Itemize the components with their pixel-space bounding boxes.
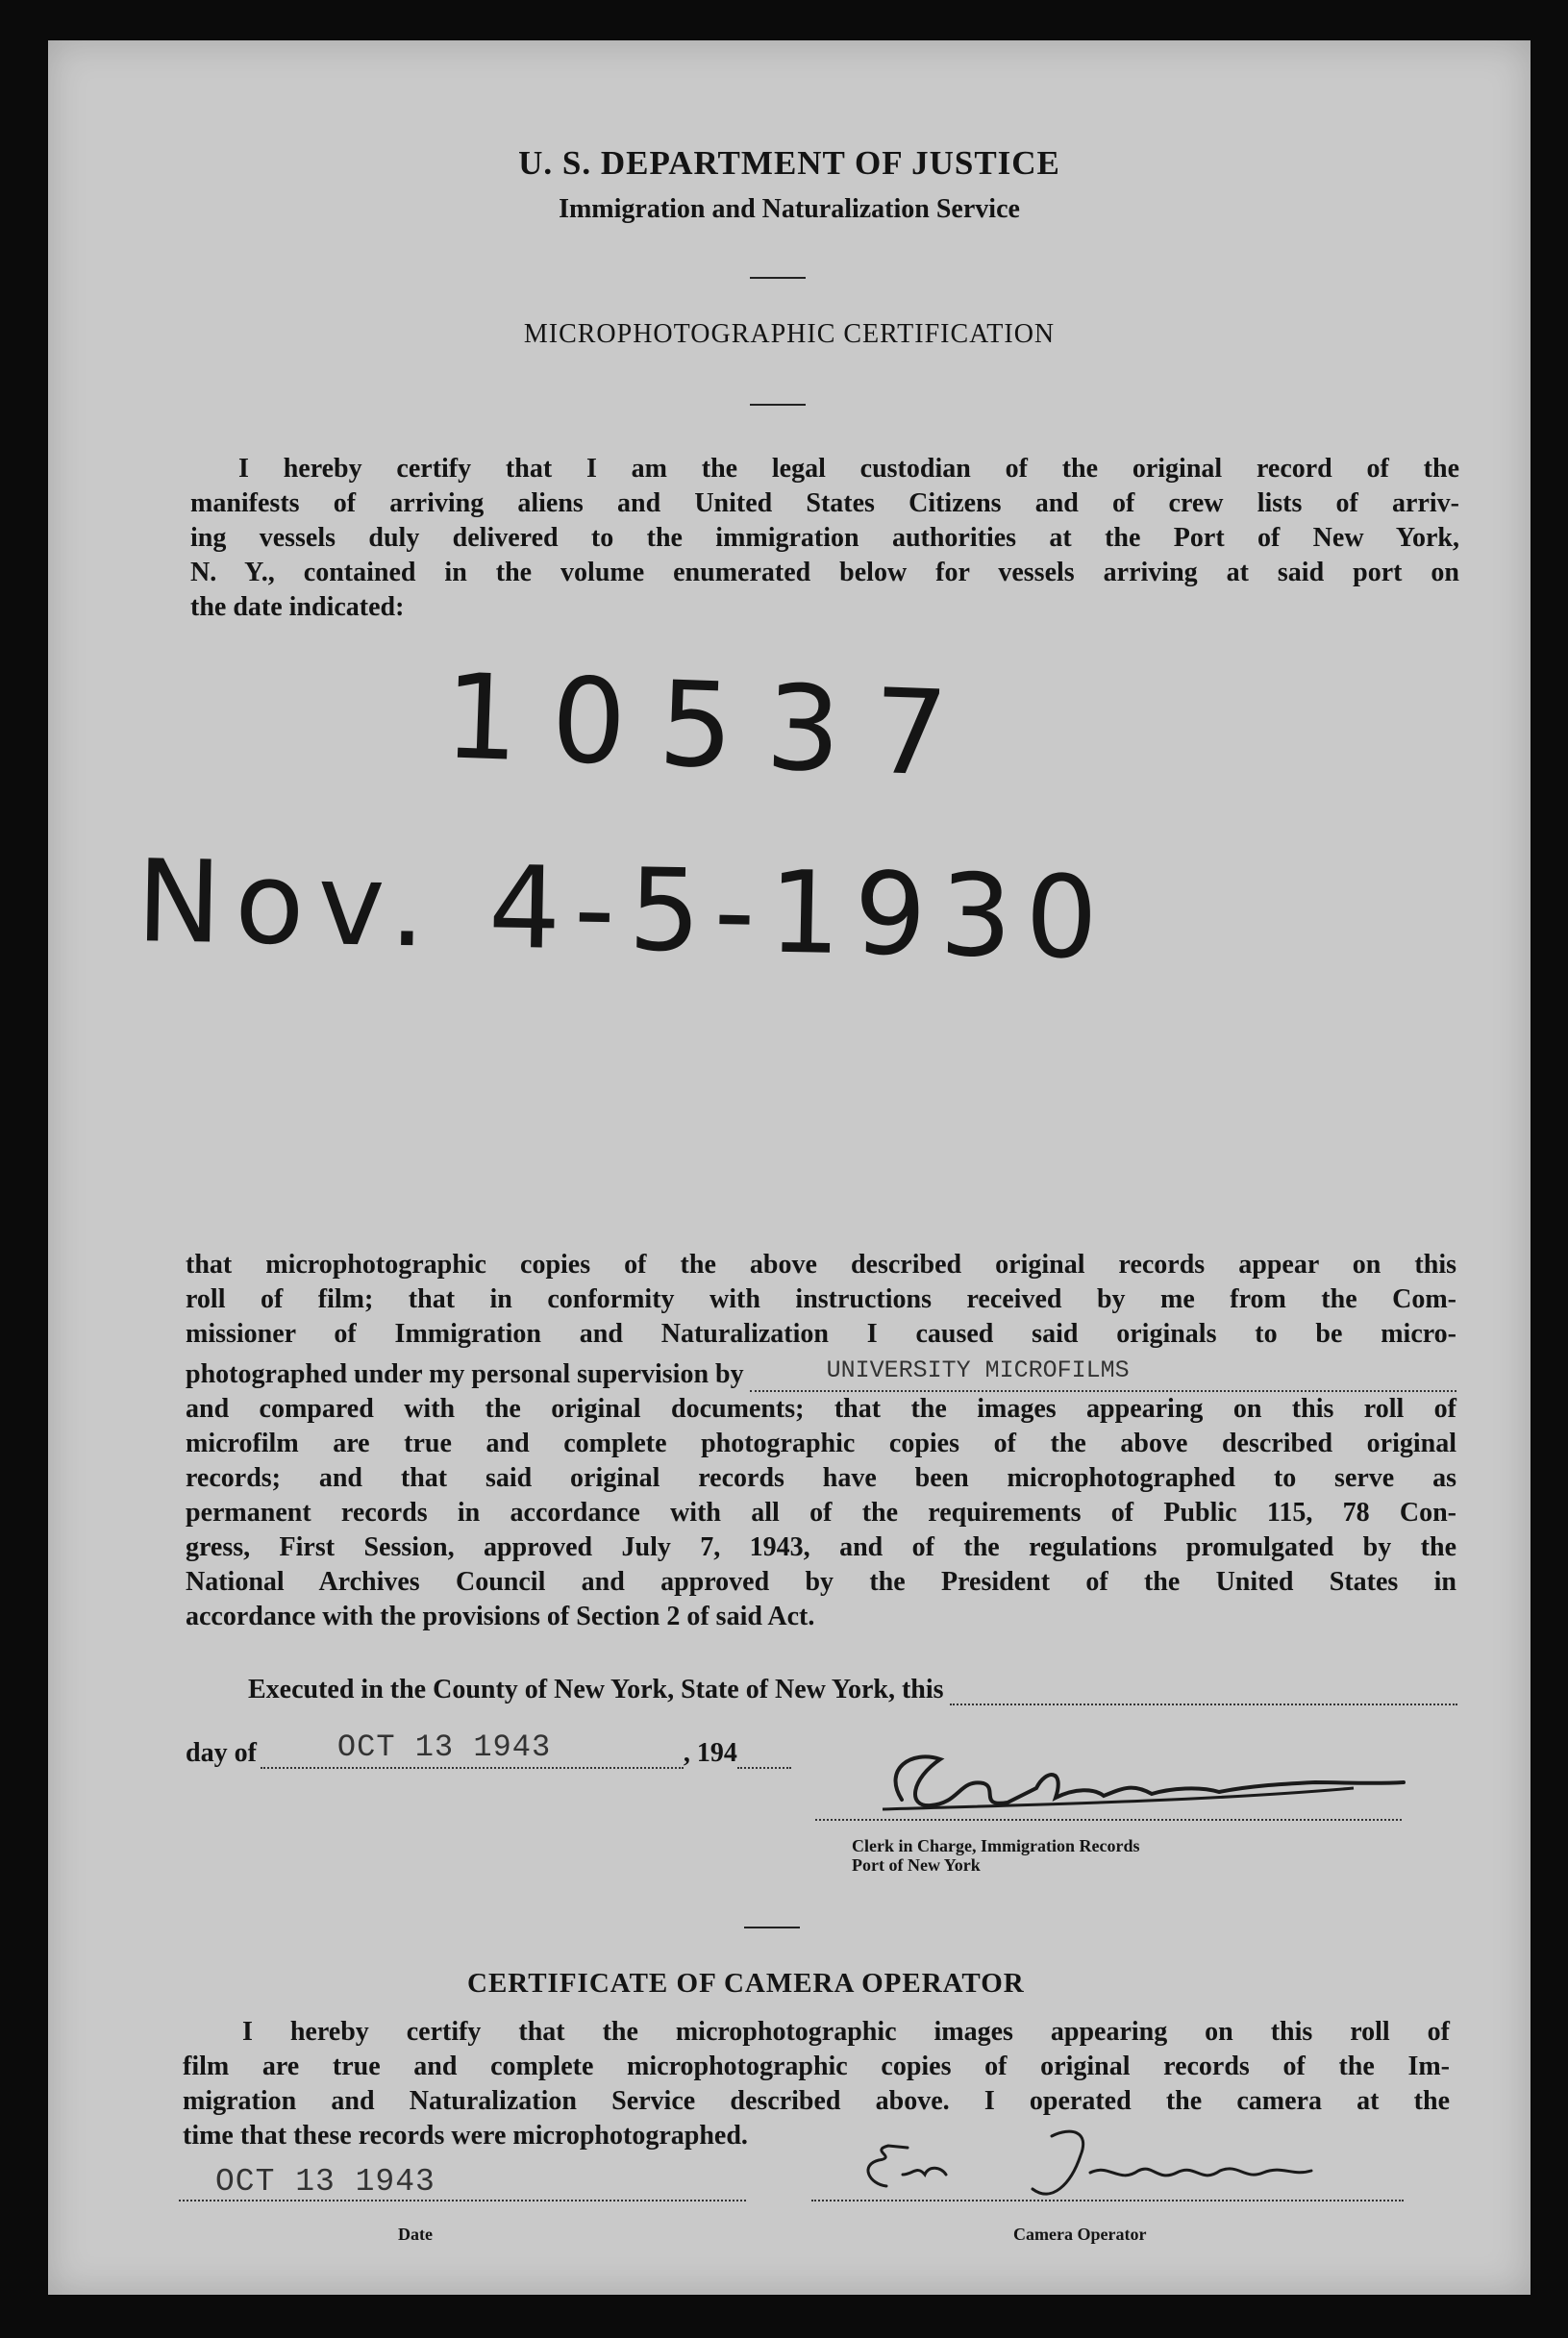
divider [750,404,806,406]
executed-line [248,1675,1457,1705]
text-line: ing vessels duly delivered to the immigration authorities at the Port of New York, [190,523,1459,553]
text-line: the date indicated: [190,592,405,622]
operator-signature [811,2117,1456,2203]
clerk-signature [815,1730,1450,1825]
text-line: records; and that said original records have been microphotographed to serve as [186,1463,1456,1493]
text-line: accordance with the provisions of Section 2 of said Act. [186,1602,815,1631]
text-line: gress, First Session, approved July 7, 1943, and of the regulations promulgated by the [186,1532,1456,1562]
divider [744,1927,800,1928]
clerk-office: Port of New York [852,1855,981,1875]
service-subheading: Immigration and Naturalization Service [559,194,1020,224]
handwritten-volume-number: 10537 [441,648,983,804]
date-field [261,1729,684,1769]
body-paragraph [186,1248,1456,1634]
signature-stroke [896,1756,1404,1805]
text-line: National Archives Council and approved by the President of the United States in [186,1567,1456,1597]
divider [750,277,806,279]
day-of-label: day of [186,1738,257,1768]
department-heading: U. S. DEPARTMENT OF JUSTICE [518,144,1060,182]
text-line: N. Y., contained in the volume enumerated below for vessels arriving at said port on [190,558,1459,587]
microfilm-company-stamp: UNIVERSITY MICROFILMS [826,1356,1130,1384]
text-line: film are true and complete microphotographic copies of original records of the Im- [183,2052,1450,2081]
executed-text: Executed in the County of New York, State of New York, this [248,1675,944,1704]
operator-date-field [179,2163,746,2201]
executed-date-stamp: OCT 13 1943 [336,1729,552,1765]
day-field [950,1682,1457,1705]
text-line: photographed under my personal supervision by [186,1359,744,1389]
signature-stroke [868,2146,946,2186]
signature-line [815,1819,1402,1821]
supervision-line [186,1357,1456,1392]
signature-stroke [1033,2131,1311,2194]
text-line: migration and Naturalization Service described above. I operated the camera at the [183,2086,1450,2116]
clerk-signature-block [815,1730,1450,1825]
day-of-line [186,1729,791,1769]
operator-date-stamp: OCT 13 1943 [215,2164,436,2200]
clerk-caption [852,1836,1139,1875]
intro-paragraph [190,452,1459,625]
handwritten-arrival-dates: Nov. 4-5-1930 [135,834,1112,984]
certificate-page [48,40,1531,2295]
text-line: missioner of Immigration and Naturalization I caused said originals to be micro- [186,1319,1456,1349]
camera-operator-label: Camera Operator [1013,2225,1147,2244]
text-line: manifests of arriving aliens and United States Citizens and of crew lists of arriv- [190,488,1459,518]
text-line: microfilm are true and complete photographic copies of the above described original [186,1429,1456,1458]
text-line: time that these records were microphotographed. [183,2121,748,2151]
supervision-field [750,1356,1456,1392]
certification-title: MICROPHOTOGRAPHIC CERTIFICATION [523,319,1056,349]
text-line: I hereby certify that I am the legal custodian of the original record of the [238,454,1459,484]
operator-signature-block [811,2117,1456,2203]
text-line: I hereby certify that the microphotographic images appearing on this roll of [242,2017,1450,2047]
year-prefix: , 194 [683,1738,737,1768]
text-line: and compared with the original documents; that the images appearing on this roll of [186,1394,1456,1424]
year-field [737,1746,791,1769]
text-line: permanent records in accordance with all of the requirements of Public 115, 78 Con- [186,1498,1456,1528]
camera-certificate-title: CERTIFICATE OF CAMERA OPERATOR [467,1968,1025,1999]
signature-line [811,2200,1404,2201]
date-label: Date [398,2225,433,2244]
text-line: that microphotographic copies of the above described original records appear on this [186,1250,1456,1280]
clerk-title: Clerk in Charge, Immigration Records [852,1836,1140,1855]
text-line: roll of film; that in conformity with instructions received by me from the Com- [186,1284,1456,1314]
